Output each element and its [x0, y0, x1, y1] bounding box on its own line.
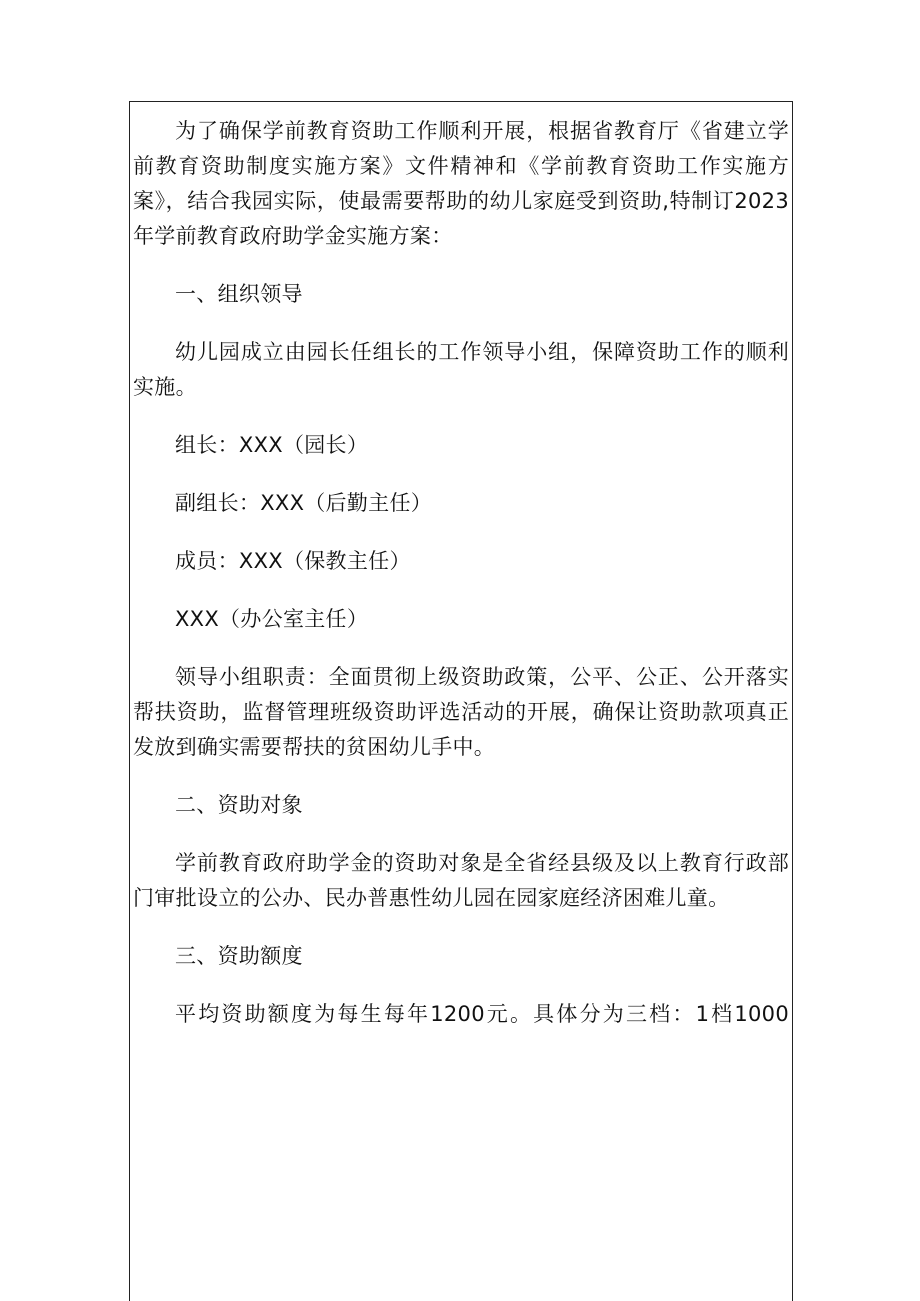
- document-page: [129, 101, 793, 1301]
- intro-paragraph: 为了确保学前教育资助工作顺利开展，根据省教育厅《省建立学前教育资助制度实施方案》文件精神和《学前教育资助工作实施方案》，结合我园实际，使最需要帮助的幼儿家庭受到资助,特制订2023年学前教育政府助学金实施方案：: [133, 119, 789, 248]
- section-2-heading: 二、资助对象: [175, 793, 303, 817]
- section-1-heading: 一、组织领导: [175, 282, 303, 306]
- section-1-paragraph: 幼儿园成立由园长任组长的工作领导小组，保障资助工作的顺利实施。: [133, 340, 789, 399]
- section-3-paragraph: 平均资助额度为每生每年1200元。具体分为三档：1档1000: [175, 1002, 789, 1026]
- member-line-2: XXX（办公室主任）: [175, 607, 369, 631]
- section-3-heading: 三、资助额度: [175, 944, 303, 968]
- document-body: [133, 114, 789, 1032]
- member-line-1: 成员：XXX（保教主任）: [175, 549, 411, 573]
- deputy-leader-line: 副组长：XXX（后勤主任）: [175, 491, 433, 515]
- section-2-paragraph: 学前教育政府助学金的资助对象是全省经县级及以上教育行政部门审批设立的公办、民办普惠性幼儿园在园家庭经济困难儿童。: [133, 851, 789, 910]
- duties-paragraph: 领导小组职责：全面贯彻上级资助政策，公平、公正、公开落实帮扶资助，监督管理班级资助评选活动的开展，确保让资助款项真正发放到确实需要帮扶的贫困幼儿手中。: [133, 665, 789, 759]
- leader-line: 组长：XXX（园长）: [175, 433, 369, 457]
